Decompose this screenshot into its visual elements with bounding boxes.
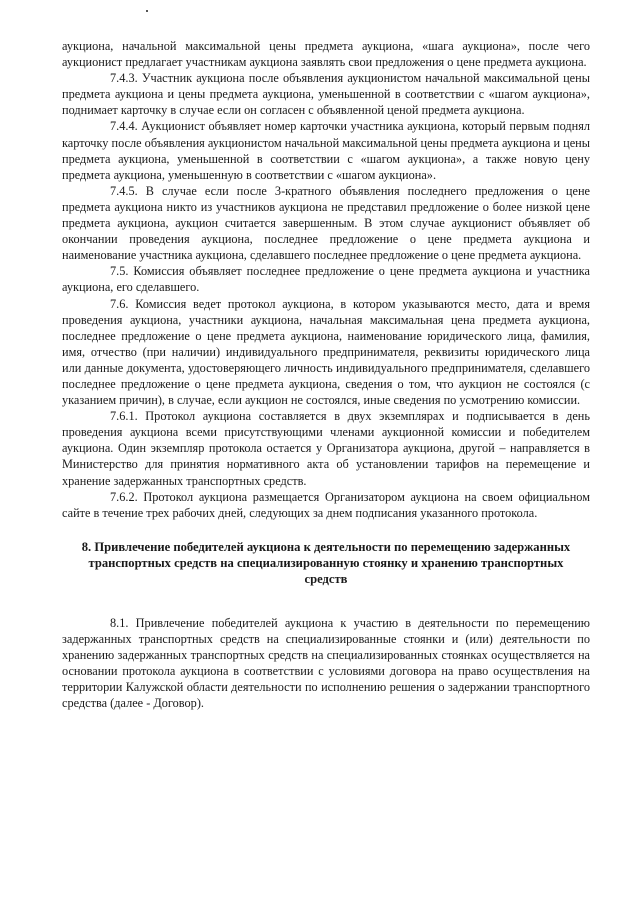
paragraph-7-4-4: 7.4.4. Аукционист объявляет номер карточки участника аукциона, который первым поднял карточку после объявления аукционистом начальной максимальной цены предмета аукциона и цены предмета аукциона, уменьшенной в соответствии с «шагом аукциона», а также новую цену предмета аукциона, уменьшенную в соответствии с «шагом аукциона».: [62, 119, 590, 182]
paragraph-7-4-5: 7.4.5. В случае если после 3-кратного объявления последнего предложения о цене предмета аукциона никто из участников аукциона не представил предложение о более низкой цене предмета аукциона, аукцион считается завершенным. В этом случае аукционист объявляет об окончании проведения аукциона, последнее предложение о цене предмета аукциона и наименование участника аукциона, сделавшего последнее предложение о цене предмета аукциона.: [62, 183, 590, 263]
paragraph-continuation: аукциона, начальной максимальной цены предмета аукциона, «шага аукциона», после чего аукционист предлагает участникам аукциона заявлять свои предложения о цене предмета аукциона.: [62, 39, 590, 70]
paragraph-7-6-2: 7.6.2. Протокол аукциона размещается Организатором аукциона на своем официальном сайте в течение трех рабочих дней, следующих за днем подписания указанного протокола.: [62, 489, 590, 520]
paragraph-7-6: 7.6. Комиссия ведет протокол аукциона, в котором указываются место, дата и время проведения аукциона, участники аукциона, начальная максимальная цена предмета аукциона, последнее предложение о цене предмета аукциона, наименование юридического лица, фамилия, имя, отчество (при наличии) индивидуального предпринимателя, реквизиты юридического лица или данные документа, удостоверяющего личность индивидуального предпринимателя, сделавшего последнее предложение о цене предмета аукциона, сведения о том, что аукцион не состоялся (с указанием причин), в случае, если аукцион не состоялся, иные сведения по усмотрению комиссии.: [62, 296, 590, 408]
scan-speck: [146, 10, 148, 12]
document-body: [62, 38, 590, 711]
paragraph-7-6-1: 7.6.1. Протокол аукциона составляется в двух экземплярах и подписывается в день проведения аукциона всеми присутствующими членами аукционной комиссии и победителем аукциона. Один экземпляр протокола остается у Организатора аукциона, другой – направляется в Министерство для принятия нормативного акта об установлении тарифов на перемещение и хранение задержанных транспортных средств.: [62, 409, 590, 488]
section-8-heading: 8. Привлечение победителей аукциона к деятельности по перемещению задержанных транспортных средств на специализированную стоянку и хранению транспортных средств: [81, 539, 571, 586]
paragraph-7-5: 7.5. Комиссия объявляет последнее предложение о цене предмета аукциона и участника аукциона, его сделавшего.: [62, 264, 590, 295]
paragraph-8-1: 8.1. Привлечение победителей аукциона к участию в деятельности по перемещению задержанных транспортных средств на специализированные стоянки и (или) деятельности по хранению задержанных транспортных средств на специализированных стоянках осуществляется на основании протокола аукциона в соответствии с условиями договора на право осуществления на территории Калужской области деятельности по исполнению решения о задержании транспортного средства (далее - Договор).: [62, 615, 590, 711]
paragraph-7-4-3: 7.4.3. Участник аукциона после объявления аукционистом начальной максимальной цены предмета аукциона и цены предмета аукциона, уменьшенной в соответствии с «шагом аукциона», поднимает карточку в случае если он согласен с объявленной ценой предмета аукциона.: [62, 71, 590, 118]
